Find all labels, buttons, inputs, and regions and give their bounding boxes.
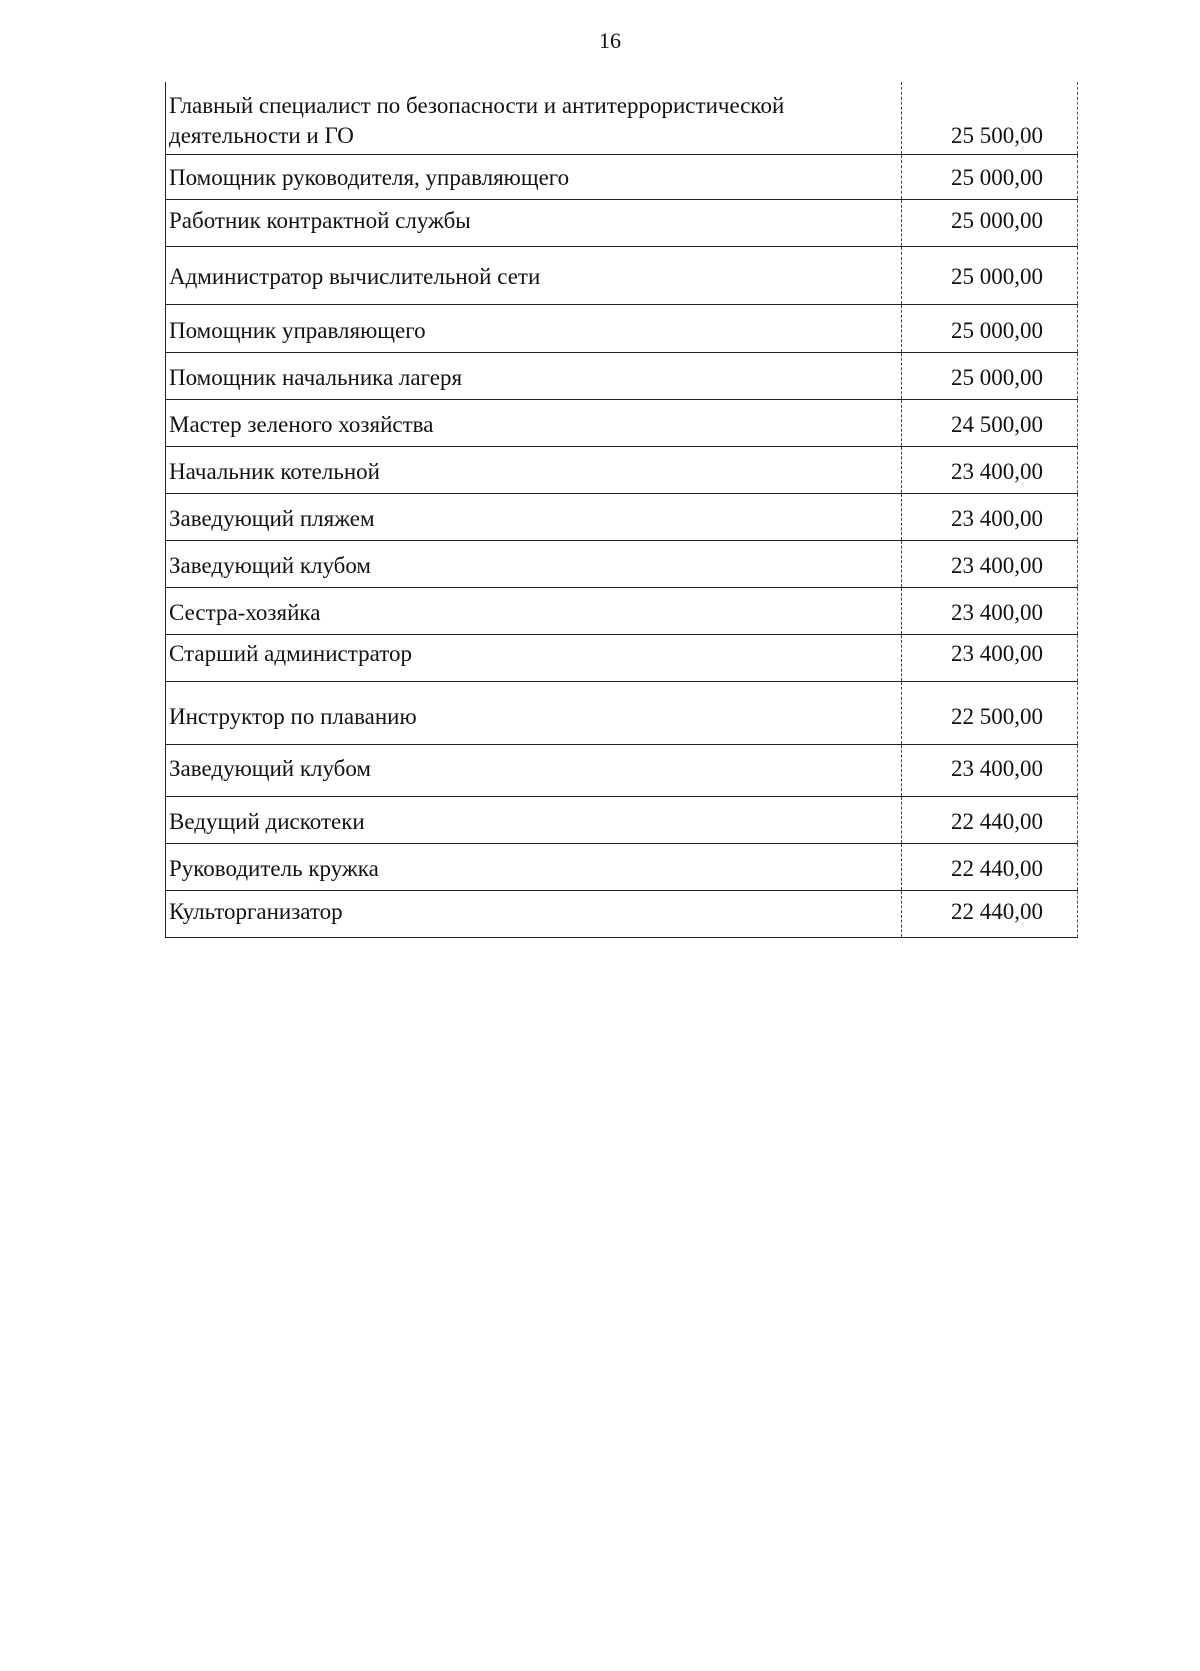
table-row <box>166 154 1078 199</box>
position-cell: Культорганизатор <box>166 890 902 937</box>
table-row <box>166 843 1078 890</box>
amount-cell: 25 500,00 <box>902 82 1078 154</box>
amount-cell: 22 440,00 <box>902 890 1078 937</box>
table-row <box>166 890 1078 937</box>
position-cell: Главный специалист по безопасности и антитеррористической деятельности и ГО <box>166 82 902 154</box>
table-row <box>166 304 1078 352</box>
amount-cell: 23 400,00 <box>902 744 1078 796</box>
position-cell: Администратор вычислительной сети <box>166 246 902 304</box>
position-cell: Старший администратор <box>166 634 902 681</box>
amount-cell: 25 000,00 <box>902 352 1078 399</box>
table-row <box>166 199 1078 246</box>
amount-cell: 23 400,00 <box>902 587 1078 634</box>
amount-cell: 25 000,00 <box>902 246 1078 304</box>
table-row <box>166 681 1078 744</box>
amount-cell: 22 500,00 <box>902 681 1078 744</box>
table-row <box>166 540 1078 587</box>
table-row <box>166 587 1078 634</box>
page-number: 16 <box>599 28 621 53</box>
position-cell: Помощник начальника лагеря <box>166 352 902 399</box>
position-cell: Заведующий пляжем <box>166 493 902 540</box>
table-row <box>166 634 1078 681</box>
position-cell: Ведущий дискотеки <box>166 796 902 843</box>
amount-cell: 24 500,00 <box>902 399 1078 446</box>
position-cell: Помощник управляющего <box>166 304 902 352</box>
position-cell: Работник контрактной службы <box>166 199 902 246</box>
table-row <box>166 82 1078 154</box>
amount-cell: 23 400,00 <box>902 493 1078 540</box>
table-row <box>166 446 1078 493</box>
amount-cell: 22 440,00 <box>902 843 1078 890</box>
position-cell: Руководитель кружка <box>166 843 902 890</box>
position-cell: Сестра-хозяйка <box>166 587 902 634</box>
amount-cell: 23 400,00 <box>902 540 1078 587</box>
salary-table <box>165 82 1078 938</box>
amount-cell: 25 000,00 <box>902 199 1078 246</box>
position-cell: Начальник котельной <box>166 446 902 493</box>
position-cell: Мастер зеленого хозяйства <box>166 399 902 446</box>
amount-cell: 25 000,00 <box>902 304 1078 352</box>
amount-cell: 22 440,00 <box>902 796 1078 843</box>
table-row <box>166 744 1078 796</box>
position-cell: Заведующий клубом <box>166 540 902 587</box>
amount-cell: 23 400,00 <box>902 446 1078 493</box>
table-row <box>166 399 1078 446</box>
position-cell: Инструктор по плаванию <box>166 681 902 744</box>
position-cell: Помощник руководителя, управляющего <box>166 154 902 199</box>
amount-cell: 23 400,00 <box>902 634 1078 681</box>
table-row <box>166 493 1078 540</box>
amount-cell: 25 000,00 <box>902 154 1078 199</box>
table-row <box>166 352 1078 399</box>
table-row <box>166 796 1078 843</box>
table-row <box>166 246 1078 304</box>
position-cell: Заведующий клубом <box>166 744 902 796</box>
